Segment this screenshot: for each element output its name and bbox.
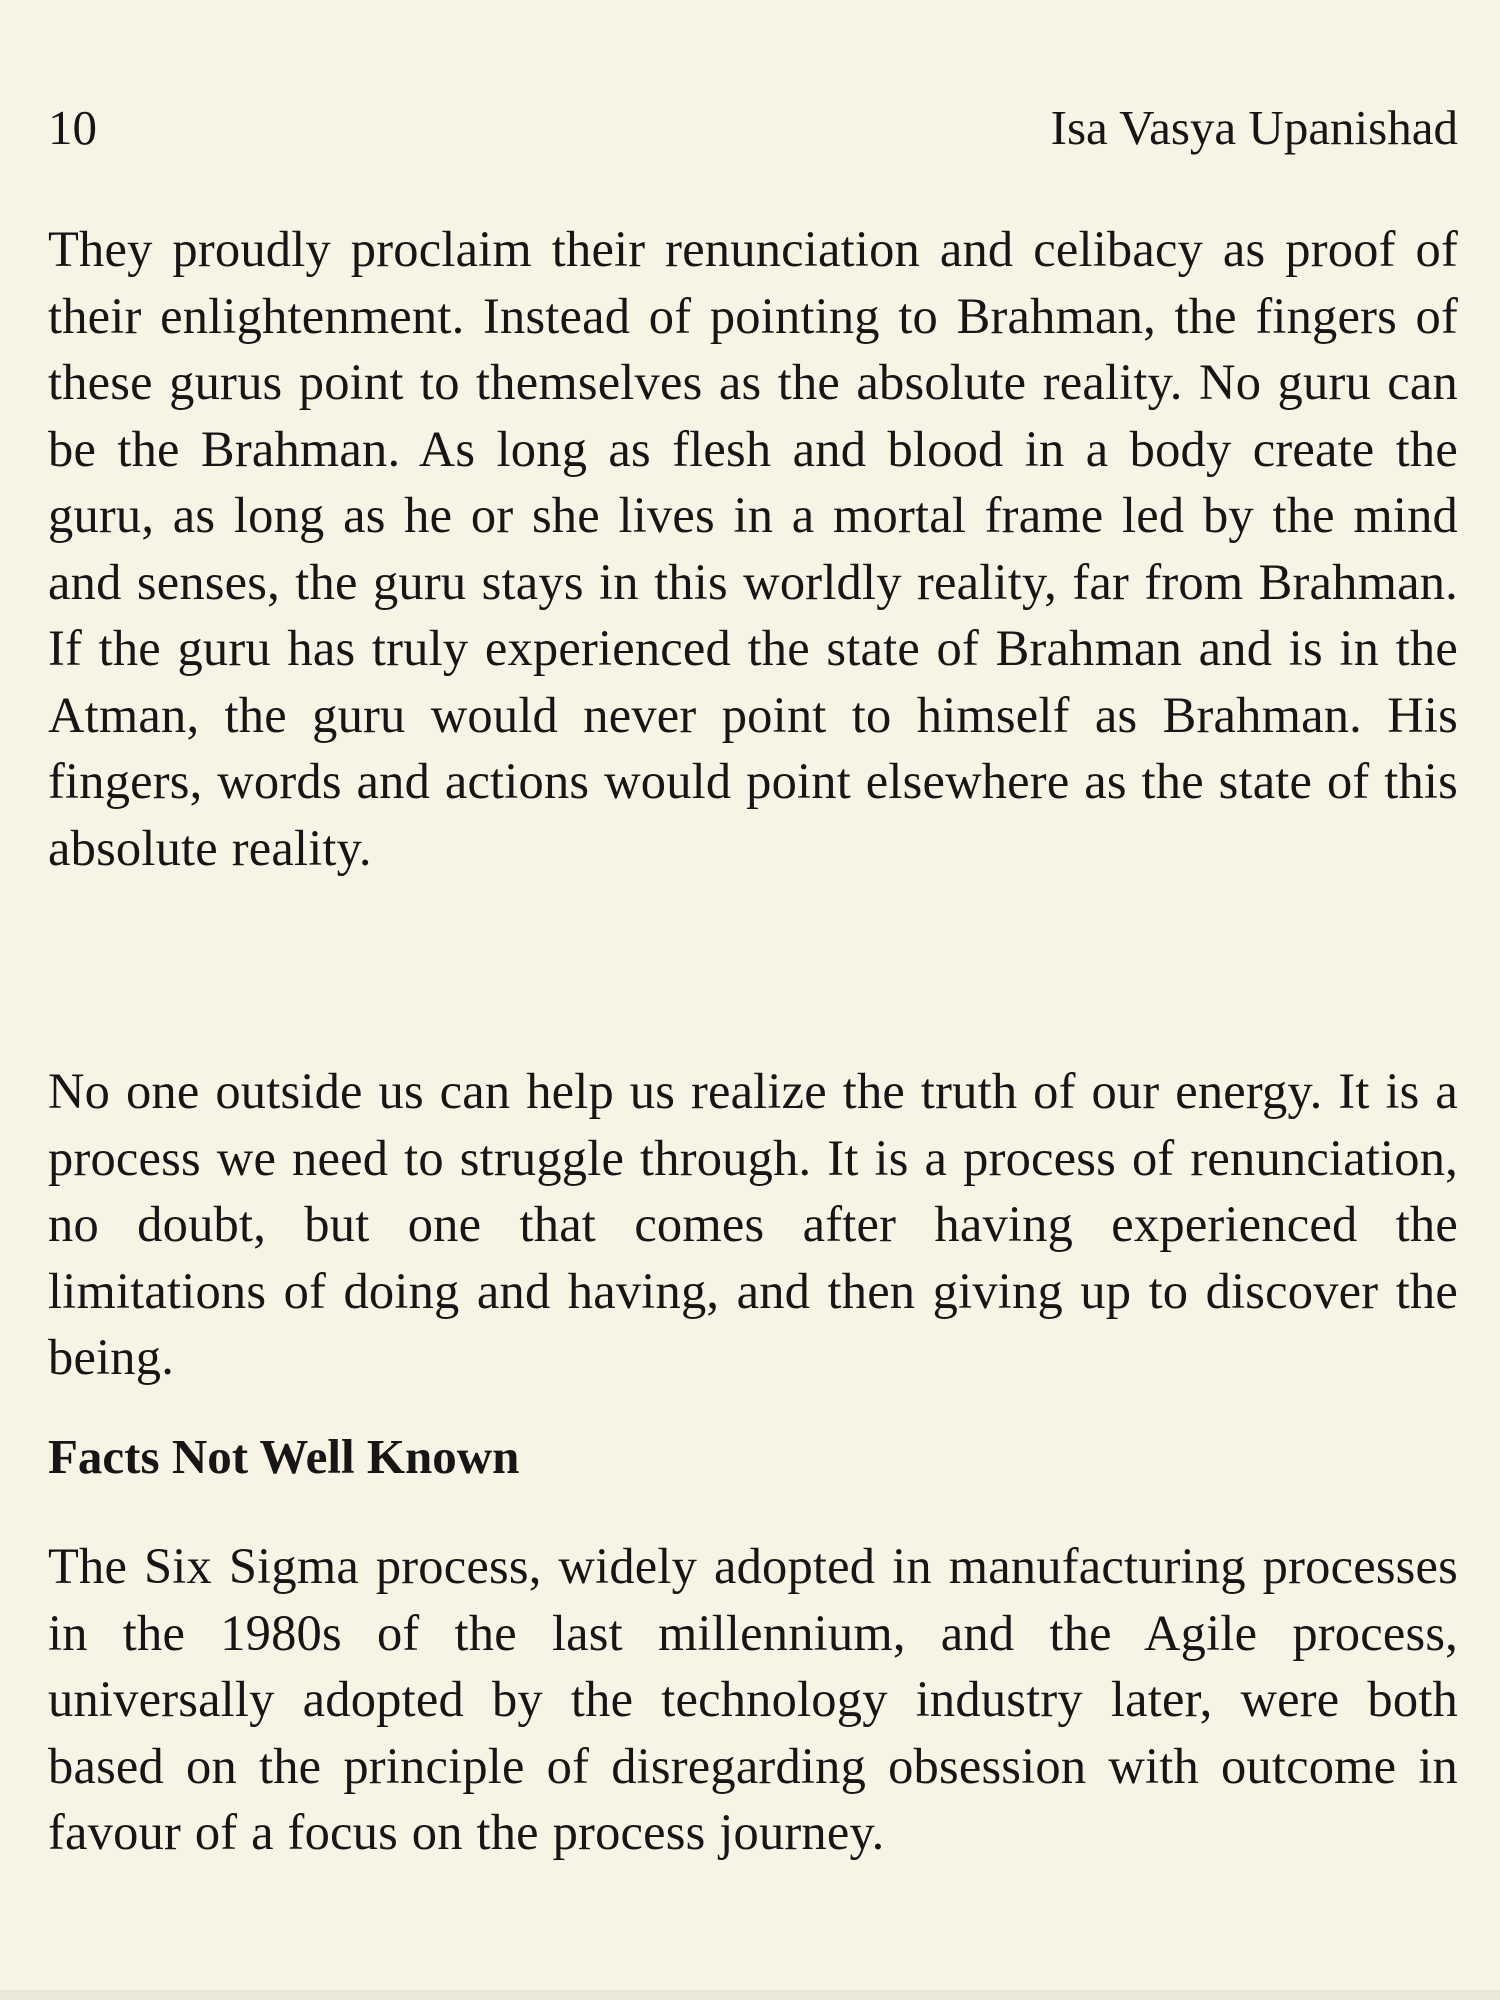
- book-title: Isa Vasya Upanishad: [1050, 100, 1458, 155]
- paragraph-six-sigma: The Six Sigma process, widely adopted in manufacturing processes in the 1980s of the last millennium, and the Agile process, universally adopted by the technology industry later, were both based on the principle of disregarding obsession with outcome in favour of a focus on the process journey.: [48, 1538, 1458, 1860]
- page-number: 10: [48, 100, 97, 155]
- section-heading: Facts Not Well Known: [48, 1429, 520, 1484]
- paragraph-process: No one outside us can help us realize the truth of our energy. It is a process we need to struggle through. It is a process of renunciation, no doubt, but one that comes after having experienced the limitations of doing and having, and then giving up to discover the being.: [48, 1063, 1458, 1385]
- page-bottom-edge: [0, 1990, 1500, 2000]
- paragraph-renunciation: They proudly proclaim their renunciation and celibacy as proof of their enlightenment. Instead of pointing to Brahman, the fingers of these gurus point to themselves as the absolute reality. No guru can be the Brahman. As long as flesh and blood in a body create the guru, as long as he or she lives in a mortal frame led by the mind and senses, the guru stays in this worldly reality, far from Brahman. If the guru has truly experienced the state of Brahman and is in the Atman, the guru would never point to himself as Brahman. His fingers, words and actions would point elsewhere as the state of this absolute reality.: [48, 221, 1458, 876]
- running-head: [48, 98, 1458, 158]
